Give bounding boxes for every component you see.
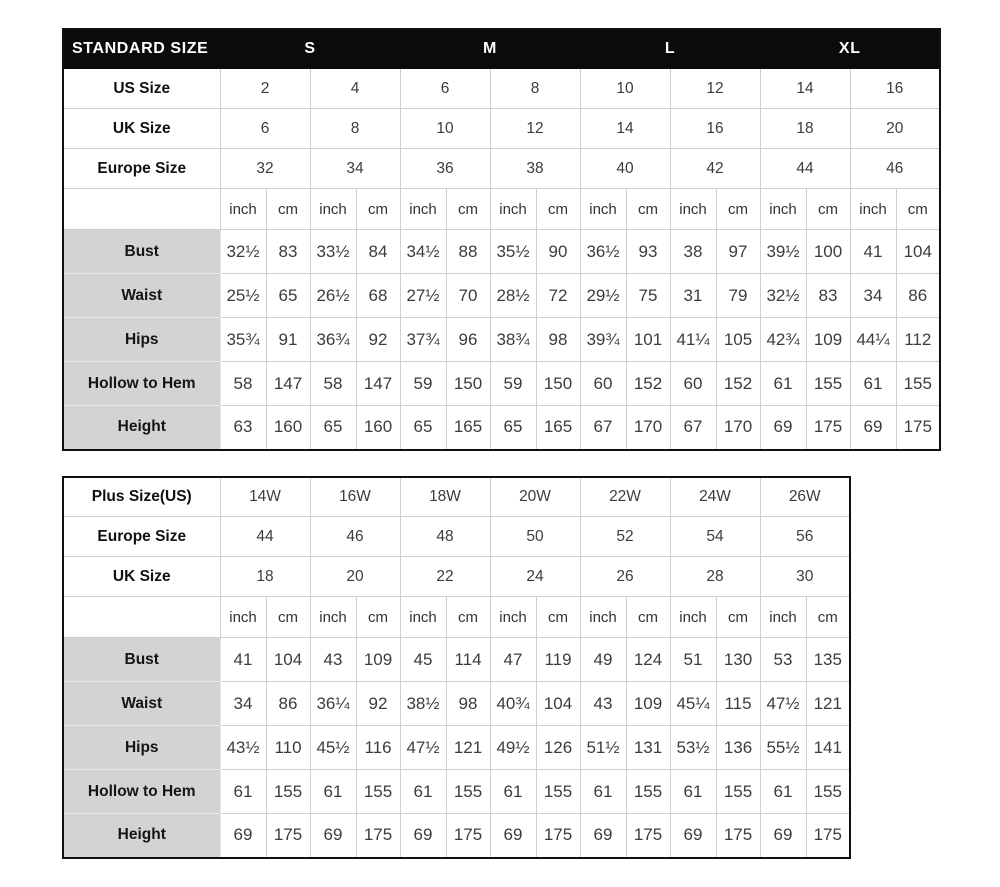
measurement-row bbox=[63, 638, 850, 682]
unit-row-blank-cell bbox=[63, 189, 220, 230]
measurement-value-cell: 155 bbox=[806, 770, 850, 814]
measurement-value-cell: 101 bbox=[626, 318, 670, 362]
unit-cell: cm bbox=[266, 189, 310, 230]
measurement-value-cell: 61 bbox=[670, 770, 716, 814]
size-value-cell: 8 bbox=[490, 69, 580, 109]
unit-cell: cm bbox=[716, 597, 760, 638]
size-value-cell: 14W bbox=[220, 477, 310, 517]
measurement-value-cell: 92 bbox=[356, 682, 400, 726]
measurement-value-cell: 104 bbox=[896, 230, 940, 274]
measurement-value-cell: 135 bbox=[806, 638, 850, 682]
measurement-value-cell: 36¼ bbox=[310, 682, 356, 726]
measurement-value-cell: 91 bbox=[266, 318, 310, 362]
plus-size-table bbox=[62, 476, 851, 859]
measurement-row bbox=[63, 318, 940, 362]
unit-cell: cm bbox=[536, 189, 580, 230]
measurement-value-cell: 155 bbox=[356, 770, 400, 814]
size-value-cell: 56 bbox=[760, 517, 850, 557]
measurement-value-cell: 175 bbox=[896, 406, 940, 450]
measurement-value-cell: 61 bbox=[400, 770, 446, 814]
unit-cell: cm bbox=[716, 189, 760, 230]
unit-cell: inch bbox=[760, 189, 806, 230]
measurement-value-cell: 55½ bbox=[760, 726, 806, 770]
measurement-value-cell: 104 bbox=[266, 638, 310, 682]
measurement-value-cell: 175 bbox=[356, 814, 400, 858]
measurement-value-cell: 35½ bbox=[490, 230, 536, 274]
measurement-value-cell: 33½ bbox=[310, 230, 356, 274]
measurement-value-cell: 147 bbox=[356, 362, 400, 406]
measurement-value-cell: 109 bbox=[356, 638, 400, 682]
measurement-value-cell: 170 bbox=[716, 406, 760, 450]
standard-size-table bbox=[62, 28, 941, 451]
size-group-header: M bbox=[400, 29, 580, 69]
size-value-cell: 34 bbox=[310, 149, 400, 189]
unit-cell: inch bbox=[310, 597, 356, 638]
unit-cell: cm bbox=[626, 597, 670, 638]
size-value-cell: 28 bbox=[670, 557, 760, 597]
measurement-row bbox=[63, 230, 940, 274]
size-value-cell: 20 bbox=[850, 109, 940, 149]
unit-cell: inch bbox=[580, 597, 626, 638]
measurement-value-cell: 61 bbox=[850, 362, 896, 406]
size-value-cell: 10 bbox=[400, 109, 490, 149]
measurement-value-cell: 131 bbox=[626, 726, 670, 770]
row-label: Europe Size bbox=[63, 517, 220, 557]
measurement-value-cell: 150 bbox=[446, 362, 490, 406]
row-label: Hollow to Hem bbox=[63, 770, 220, 814]
unit-cell: cm bbox=[806, 189, 850, 230]
measurement-value-cell: 67 bbox=[670, 406, 716, 450]
measurement-value-cell: 67 bbox=[580, 406, 626, 450]
measurement-value-cell: 44¼ bbox=[850, 318, 896, 362]
unit-cell: inch bbox=[490, 189, 536, 230]
size-row bbox=[63, 69, 940, 109]
measurement-value-cell: 26½ bbox=[310, 274, 356, 318]
measurement-value-cell: 150 bbox=[536, 362, 580, 406]
measurement-value-cell: 59 bbox=[490, 362, 536, 406]
measurement-value-cell: 31 bbox=[670, 274, 716, 318]
size-value-cell: 22W bbox=[580, 477, 670, 517]
row-label: Bust bbox=[63, 230, 220, 274]
measurement-value-cell: 69 bbox=[220, 814, 266, 858]
row-label: Europe Size bbox=[63, 149, 220, 189]
measurement-value-cell: 69 bbox=[400, 814, 446, 858]
measurement-value-cell: 45½ bbox=[310, 726, 356, 770]
measurement-value-cell: 51 bbox=[670, 638, 716, 682]
measurement-value-cell: 43 bbox=[310, 638, 356, 682]
measurement-value-cell: 65 bbox=[400, 406, 446, 450]
measurement-value-cell: 42¾ bbox=[760, 318, 806, 362]
size-value-cell: 16W bbox=[310, 477, 400, 517]
measurement-value-cell: 126 bbox=[536, 726, 580, 770]
size-value-cell: 12 bbox=[490, 109, 580, 149]
size-value-cell: 24 bbox=[490, 557, 580, 597]
measurement-row bbox=[63, 770, 850, 814]
measurement-value-cell: 170 bbox=[626, 406, 670, 450]
size-value-cell: 20 bbox=[310, 557, 400, 597]
measurement-value-cell: 83 bbox=[266, 230, 310, 274]
unit-cell: inch bbox=[400, 597, 446, 638]
unit-cell: inch bbox=[310, 189, 356, 230]
measurement-value-cell: 175 bbox=[446, 814, 490, 858]
measurement-value-cell: 35¾ bbox=[220, 318, 266, 362]
measurement-value-cell: 65 bbox=[266, 274, 310, 318]
measurement-value-cell: 39½ bbox=[760, 230, 806, 274]
unit-cell: inch bbox=[580, 189, 626, 230]
measurement-row bbox=[63, 726, 850, 770]
measurement-value-cell: 59 bbox=[400, 362, 446, 406]
row-label: Hips bbox=[63, 318, 220, 362]
row-label: Plus Size(US) bbox=[63, 477, 220, 517]
measurement-value-cell: 68 bbox=[356, 274, 400, 318]
size-value-cell: 18 bbox=[220, 557, 310, 597]
size-row bbox=[63, 477, 850, 517]
measurement-value-cell: 41 bbox=[220, 638, 266, 682]
measurement-value-cell: 86 bbox=[266, 682, 310, 726]
measurement-row bbox=[63, 406, 940, 450]
size-value-cell: 16 bbox=[670, 109, 760, 149]
table-header-row bbox=[63, 29, 940, 69]
measurement-value-cell: 112 bbox=[896, 318, 940, 362]
measurement-value-cell: 45¼ bbox=[670, 682, 716, 726]
measurement-value-cell: 61 bbox=[310, 770, 356, 814]
size-value-cell: 46 bbox=[310, 517, 400, 557]
measurement-value-cell: 61 bbox=[490, 770, 536, 814]
unit-row-blank-cell bbox=[63, 597, 220, 638]
size-value-cell: 2 bbox=[220, 69, 310, 109]
size-value-cell: 14 bbox=[580, 109, 670, 149]
measurement-value-cell: 38½ bbox=[400, 682, 446, 726]
measurement-value-cell: 115 bbox=[716, 682, 760, 726]
size-value-cell: 54 bbox=[670, 517, 760, 557]
measurement-value-cell: 175 bbox=[536, 814, 580, 858]
measurement-value-cell: 34½ bbox=[400, 230, 446, 274]
measurement-value-cell: 97 bbox=[716, 230, 760, 274]
measurement-value-cell: 175 bbox=[806, 406, 850, 450]
measurement-value-cell: 69 bbox=[670, 814, 716, 858]
unit-cell: cm bbox=[356, 189, 400, 230]
measurement-value-cell: 25½ bbox=[220, 274, 266, 318]
measurement-value-cell: 69 bbox=[850, 406, 896, 450]
measurement-row bbox=[63, 814, 850, 858]
size-value-cell: 22 bbox=[400, 557, 490, 597]
measurement-value-cell: 104 bbox=[536, 682, 580, 726]
measurement-value-cell: 34 bbox=[850, 274, 896, 318]
measurement-value-cell: 121 bbox=[446, 726, 490, 770]
measurement-value-cell: 43 bbox=[580, 682, 626, 726]
size-value-cell: 26 bbox=[580, 557, 670, 597]
size-value-cell: 14 bbox=[760, 69, 850, 109]
measurement-value-cell: 155 bbox=[806, 362, 850, 406]
measurement-value-cell: 51½ bbox=[580, 726, 626, 770]
row-label: Waist bbox=[63, 274, 220, 318]
measurement-value-cell: 92 bbox=[356, 318, 400, 362]
measurement-value-cell: 29½ bbox=[580, 274, 626, 318]
measurement-value-cell: 72 bbox=[536, 274, 580, 318]
size-value-cell: 38 bbox=[490, 149, 580, 189]
unit-row bbox=[63, 189, 940, 230]
size-value-cell: 40 bbox=[580, 149, 670, 189]
size-value-cell: 16 bbox=[850, 69, 940, 109]
size-value-cell: 12 bbox=[670, 69, 760, 109]
size-value-cell: 52 bbox=[580, 517, 670, 557]
size-value-cell: 18 bbox=[760, 109, 850, 149]
unit-cell: cm bbox=[266, 597, 310, 638]
size-row bbox=[63, 109, 940, 149]
size-value-cell: 18W bbox=[400, 477, 490, 517]
measurement-value-cell: 61 bbox=[760, 362, 806, 406]
measurement-value-cell: 109 bbox=[806, 318, 850, 362]
measurement-value-cell: 27½ bbox=[400, 274, 446, 318]
measurement-value-cell: 61 bbox=[580, 770, 626, 814]
row-label: UK Size bbox=[63, 557, 220, 597]
measurement-value-cell: 47½ bbox=[760, 682, 806, 726]
measurement-value-cell: 105 bbox=[716, 318, 760, 362]
size-value-cell: 6 bbox=[400, 69, 490, 109]
unit-cell: inch bbox=[400, 189, 446, 230]
measurement-value-cell: 58 bbox=[310, 362, 356, 406]
table-title: STANDARD SIZE bbox=[63, 29, 220, 69]
measurement-value-cell: 116 bbox=[356, 726, 400, 770]
measurement-value-cell: 98 bbox=[446, 682, 490, 726]
size-value-cell: 10 bbox=[580, 69, 670, 109]
size-value-cell: 50 bbox=[490, 517, 580, 557]
measurement-value-cell: 60 bbox=[670, 362, 716, 406]
measurement-value-cell: 41 bbox=[850, 230, 896, 274]
unit-cell: inch bbox=[850, 189, 896, 230]
unit-cell: inch bbox=[670, 189, 716, 230]
row-label: Height bbox=[63, 406, 220, 450]
measurement-value-cell: 98 bbox=[536, 318, 580, 362]
measurement-value-cell: 114 bbox=[446, 638, 490, 682]
measurement-value-cell: 69 bbox=[760, 406, 806, 450]
measurement-value-cell: 160 bbox=[356, 406, 400, 450]
size-value-cell: 6 bbox=[220, 109, 310, 149]
unit-cell: inch bbox=[760, 597, 806, 638]
measurement-value-cell: 175 bbox=[716, 814, 760, 858]
unit-cell: cm bbox=[896, 189, 940, 230]
unit-cell: cm bbox=[626, 189, 670, 230]
measurement-value-cell: 155 bbox=[446, 770, 490, 814]
measurement-row bbox=[63, 362, 940, 406]
measurement-value-cell: 155 bbox=[626, 770, 670, 814]
measurement-value-cell: 155 bbox=[896, 362, 940, 406]
measurement-value-cell: 70 bbox=[446, 274, 490, 318]
size-value-cell: 36 bbox=[400, 149, 490, 189]
measurement-value-cell: 136 bbox=[716, 726, 760, 770]
size-row bbox=[63, 557, 850, 597]
measurement-value-cell: 69 bbox=[760, 814, 806, 858]
measurement-value-cell: 41¼ bbox=[670, 318, 716, 362]
measurement-value-cell: 84 bbox=[356, 230, 400, 274]
measurement-value-cell: 165 bbox=[536, 406, 580, 450]
size-value-cell: 8 bbox=[310, 109, 400, 149]
measurement-value-cell: 47 bbox=[490, 638, 536, 682]
unit-cell: inch bbox=[220, 597, 266, 638]
row-label: US Size bbox=[63, 69, 220, 109]
measurement-value-cell: 141 bbox=[806, 726, 850, 770]
unit-row bbox=[63, 597, 850, 638]
measurement-value-cell: 58 bbox=[220, 362, 266, 406]
measurement-value-cell: 38 bbox=[670, 230, 716, 274]
row-label: UK Size bbox=[63, 109, 220, 149]
size-value-cell: 42 bbox=[670, 149, 760, 189]
measurement-value-cell: 32½ bbox=[760, 274, 806, 318]
measurement-value-cell: 79 bbox=[716, 274, 760, 318]
size-value-cell: 20W bbox=[490, 477, 580, 517]
measurement-value-cell: 152 bbox=[716, 362, 760, 406]
unit-cell: inch bbox=[490, 597, 536, 638]
size-value-cell: 44 bbox=[220, 517, 310, 557]
measurement-value-cell: 147 bbox=[266, 362, 310, 406]
measurement-value-cell: 32½ bbox=[220, 230, 266, 274]
measurement-value-cell: 75 bbox=[626, 274, 670, 318]
measurement-value-cell: 175 bbox=[626, 814, 670, 858]
size-value-cell: 24W bbox=[670, 477, 760, 517]
size-row bbox=[63, 517, 850, 557]
measurement-value-cell: 93 bbox=[626, 230, 670, 274]
measurement-value-cell: 124 bbox=[626, 638, 670, 682]
size-value-cell: 44 bbox=[760, 149, 850, 189]
row-label: Waist bbox=[63, 682, 220, 726]
measurement-value-cell: 130 bbox=[716, 638, 760, 682]
measurement-value-cell: 119 bbox=[536, 638, 580, 682]
measurement-value-cell: 100 bbox=[806, 230, 850, 274]
measurement-value-cell: 175 bbox=[806, 814, 850, 858]
row-label: Bust bbox=[63, 638, 220, 682]
measurement-value-cell: 60 bbox=[580, 362, 626, 406]
row-label: Height bbox=[63, 814, 220, 858]
measurement-value-cell: 43½ bbox=[220, 726, 266, 770]
measurement-value-cell: 152 bbox=[626, 362, 670, 406]
unit-cell: cm bbox=[356, 597, 400, 638]
unit-cell: inch bbox=[220, 189, 266, 230]
measurement-value-cell: 61 bbox=[220, 770, 266, 814]
measurement-value-cell: 36¾ bbox=[310, 318, 356, 362]
measurement-value-cell: 110 bbox=[266, 726, 310, 770]
measurement-value-cell: 65 bbox=[490, 406, 536, 450]
size-group-header: XL bbox=[760, 29, 940, 69]
measurement-value-cell: 65 bbox=[310, 406, 356, 450]
measurement-value-cell: 47½ bbox=[400, 726, 446, 770]
size-value-cell: 32 bbox=[220, 149, 310, 189]
measurement-value-cell: 86 bbox=[896, 274, 940, 318]
measurement-value-cell: 109 bbox=[626, 682, 670, 726]
measurement-value-cell: 69 bbox=[490, 814, 536, 858]
measurement-value-cell: 49 bbox=[580, 638, 626, 682]
measurement-value-cell: 61 bbox=[760, 770, 806, 814]
measurement-value-cell: 37¾ bbox=[400, 318, 446, 362]
size-value-cell: 26W bbox=[760, 477, 850, 517]
unit-cell: cm bbox=[536, 597, 580, 638]
measurement-value-cell: 121 bbox=[806, 682, 850, 726]
size-value-cell: 30 bbox=[760, 557, 850, 597]
measurement-value-cell: 88 bbox=[446, 230, 490, 274]
measurement-value-cell: 53 bbox=[760, 638, 806, 682]
measurement-value-cell: 28½ bbox=[490, 274, 536, 318]
row-label: Hollow to Hem bbox=[63, 362, 220, 406]
unit-cell: inch bbox=[670, 597, 716, 638]
measurement-value-cell: 83 bbox=[806, 274, 850, 318]
unit-cell: cm bbox=[446, 597, 490, 638]
size-group-header: L bbox=[580, 29, 760, 69]
measurement-value-cell: 155 bbox=[536, 770, 580, 814]
measurement-value-cell: 45 bbox=[400, 638, 446, 682]
measurement-value-cell: 34 bbox=[220, 682, 266, 726]
measurement-value-cell: 39¾ bbox=[580, 318, 626, 362]
measurement-value-cell: 53½ bbox=[670, 726, 716, 770]
measurement-value-cell: 49½ bbox=[490, 726, 536, 770]
measurement-row bbox=[63, 682, 850, 726]
measurement-value-cell: 69 bbox=[310, 814, 356, 858]
measurement-value-cell: 38¾ bbox=[490, 318, 536, 362]
measurement-value-cell: 69 bbox=[580, 814, 626, 858]
size-value-cell: 46 bbox=[850, 149, 940, 189]
size-row bbox=[63, 149, 940, 189]
measurement-value-cell: 36½ bbox=[580, 230, 626, 274]
measurement-value-cell: 63 bbox=[220, 406, 266, 450]
row-label: Hips bbox=[63, 726, 220, 770]
measurement-value-cell: 155 bbox=[266, 770, 310, 814]
unit-cell: cm bbox=[806, 597, 850, 638]
measurement-value-cell: 96 bbox=[446, 318, 490, 362]
size-value-cell: 4 bbox=[310, 69, 400, 109]
measurement-value-cell: 175 bbox=[266, 814, 310, 858]
unit-cell: cm bbox=[446, 189, 490, 230]
measurement-row bbox=[63, 274, 940, 318]
measurement-value-cell: 90 bbox=[536, 230, 580, 274]
measurement-value-cell: 155 bbox=[716, 770, 760, 814]
measurement-value-cell: 165 bbox=[446, 406, 490, 450]
size-value-cell: 48 bbox=[400, 517, 490, 557]
measurement-value-cell: 160 bbox=[266, 406, 310, 450]
size-group-header: S bbox=[220, 29, 400, 69]
measurement-value-cell: 40¾ bbox=[490, 682, 536, 726]
